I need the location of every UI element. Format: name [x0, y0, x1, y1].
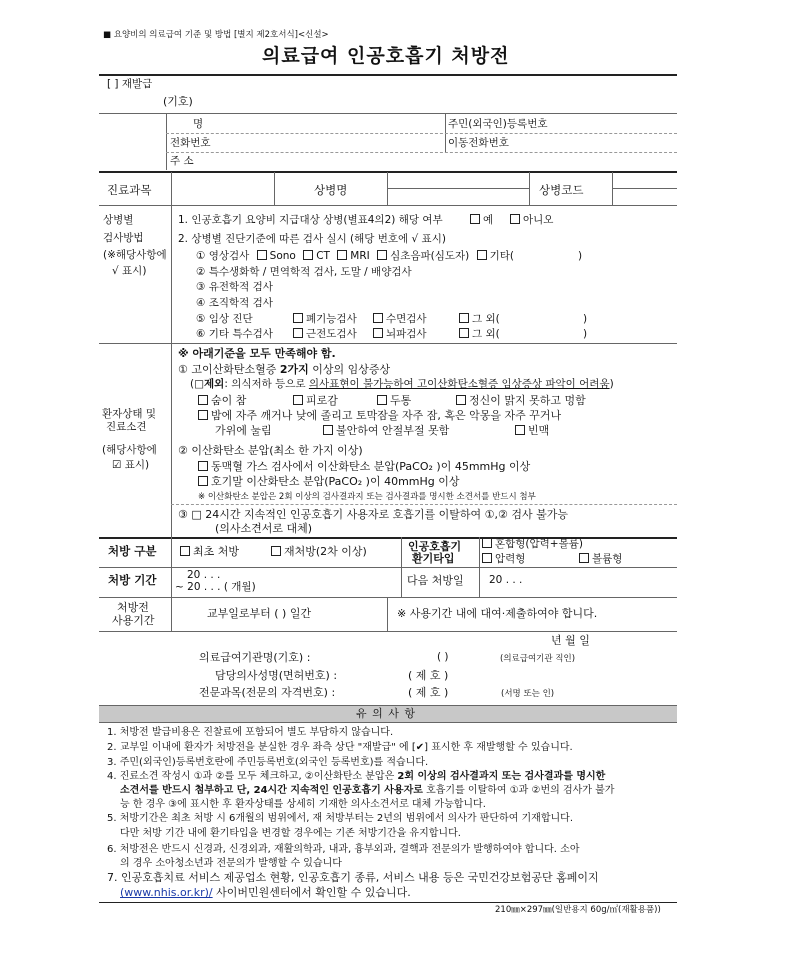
symptom-headache[interactable]: 두통 — [377, 394, 411, 407]
page-title: 의료급여 인공호흡기 처방전 — [262, 45, 510, 67]
sleep-checkbox[interactable]: 수면검사 — [373, 313, 427, 326]
symptom-tachycardia[interactable]: 빈맥 — [515, 424, 549, 437]
note-5-line1: 5. 처방기간은 최초 처방 시 6개월의 범위에서, 재 처방부터는 2년의 범위에서 의사가 판단하여 기재합니다. — [107, 813, 574, 824]
note-6-line1: 6. 처방전은 반드시 신경과, 신경외과, 재활의학과, 내과, 흉부외과, 결핵과 전문의가 발행하여야 합니다. 소아 — [107, 844, 580, 855]
sono-checkbox[interactable]: Sono — [257, 250, 296, 262]
exam-line6-label: ⑥ 기타 특수검사 — [196, 328, 273, 340]
period-to[interactable]: ~ 20 . . . ( 개월) — [175, 581, 256, 593]
doctor-name-label: 담당의사성명(면허번호) : — [215, 669, 338, 682]
co2-attachment-note: ※ 이산화탄소 분압은 2회 이상의 검사결과지 또는 검사결과를 명시한 소견서를 반드시 첨부 — [198, 492, 536, 502]
rx-period-label: 처방 기간 — [108, 573, 157, 587]
etco2-checkbox[interactable]: 호기말 이산화탄소 분압(PaCO₂ )이 40mmHg 이상 — [198, 475, 460, 488]
org-name-label: 의료급여기관명(기호) : — [199, 651, 311, 664]
line6-etc-checkbox[interactable]: 그 외( — [459, 328, 500, 341]
criterion-1-exclusion[interactable]: (□제외: 의식저하 등으로 의사표현이 불가능하여 고이산화탄소혈증 임상증상 파악이 어려움) — [190, 378, 614, 390]
pft-checkbox[interactable]: 폐기능검사 — [293, 313, 357, 326]
note-4-line1: 4. 진료소견 작성시 ①과 ②를 모두 체크하고, ②이산화탄소 분압은 2회 이상의 검사결과지 또는 검사결과를 명시한 — [107, 771, 606, 782]
criterion-3-checkbox[interactable]: ③ □ 24시간 지속적인 인공호흡기 사용자로 호흡기를 이탈하여 ①,② 검사 불가능 — [178, 508, 568, 521]
address-label: 주 소 — [170, 155, 194, 167]
symptom-confusion[interactable]: 정신이 맑지 못하고 멍함 — [456, 394, 586, 407]
exam-label-1: 상병별 — [103, 214, 134, 226]
criterion-2: ② 이산화탄소 분압(최소 한 가지 이상) — [178, 444, 363, 457]
note-5-line2: 다만 처방 기간 내에 환기타입을 변경할 경우에는 기존 처방기간을 유지합니다. — [120, 828, 461, 839]
org-seal-note: (의료급여기관 직인) — [500, 654, 576, 664]
vent-mixed-checkbox[interactable]: 혼합형(압력+볼륨) — [482, 538, 583, 551]
re-rx-checkbox[interactable]: 재처방(2차 이상) — [271, 545, 367, 558]
specialty-label: 전문과목(전문의 자격번호) : — [199, 686, 336, 699]
abga-checkbox[interactable]: 동맥혈 가스 검사에서 이산화탄소 분압(PaCO₂ )이 45mmHg 이상 — [198, 460, 530, 473]
specialty-license-field[interactable]: ( 제 호 ) — [408, 686, 449, 699]
symptom-anxiety[interactable]: 불안하여 안절부절 못함 — [323, 424, 449, 437]
line6-close-paren: ) — [583, 328, 588, 340]
q1-text: 1. 인공호흡기 요양비 지급대상 상병(별표4의2) 해당 여부 — [178, 214, 443, 226]
note-4-line3: 능 한 경우 ③에 표시한 후 환자상태를 상세히 기재한 의사소견서로 대체 가능합니다. — [120, 799, 486, 810]
q2-text: 2. 상병별 진단기준에 따른 검사 실시 (해당 번호에 √ 표시) — [178, 233, 446, 245]
issue-date[interactable]: 년 월 일 — [551, 634, 590, 647]
use-period-label-2: 사용기간 — [112, 614, 155, 627]
note-4-line2: 소견서를 반드시 첨부하고 단, 24시간 지속적인 인공호흡기 사용자로 호흡기를 이탈하여 ①과 ②번의 검사가 불가 — [120, 785, 615, 796]
criterion-1: ① 고이산화탄소혈증 2가지 이상의 임상증상 — [178, 363, 391, 376]
vent-type-label-2: 환기타입 — [412, 552, 455, 565]
note-7-line1: 7. 인공호흡치료 서비스 제공업소 현황, 인공호흡기 종류, 서비스 내용 등은 국민건강보험공단 홈페이지 — [107, 871, 599, 884]
org-code-label: (기호) — [163, 95, 193, 108]
exam-line4: ④ 조직학적 검사 — [196, 297, 273, 309]
vent-volume-checkbox[interactable]: 볼륨형 — [579, 553, 622, 566]
exam-label-4: √ 표시) — [112, 265, 147, 277]
paper-spec: 210㎜×297㎜(일반용지 60g/㎡(재활용품)) — [495, 905, 661, 915]
note-7-line2: (www.nhis.or.kr)/ 사이버민원센터에서 확인할 수 있습니다. — [120, 886, 411, 899]
vent-pressure-checkbox[interactable]: 압력형 — [482, 553, 525, 566]
dept-label: 진료과목 — [107, 183, 152, 197]
next-rx-label: 다음 처방일 — [407, 574, 464, 587]
reissue-checkbox[interactable]: [ ] 재발급 — [107, 78, 153, 90]
criterion-3-note: (의사소견서로 대체) — [215, 522, 313, 535]
condition-label-3: (해당사항에 — [102, 444, 157, 456]
q1-no-checkbox[interactable]: 아니오 — [510, 214, 553, 227]
use-period-note: ※ 사용기간 내에 대여·제출하여야 합니다. — [397, 607, 598, 620]
phone-label: 전화번호 — [170, 137, 211, 149]
symptom-sleep-cont: 가위에 눌림 — [215, 424, 272, 437]
ct-checkbox[interactable]: CT — [303, 250, 330, 262]
eeg-checkbox[interactable]: 뇌파검사 — [373, 328, 427, 341]
code-label: 상병코드 — [539, 183, 584, 197]
note-2: 2. 교부일 이내에 환자가 처방전을 분실한 경우 좌측 상단 "재발급" 에 [✔] 표시한 후 재발행할 수 있습니다. — [107, 742, 573, 753]
exam-line1: ① 영상검사 Sono CT MRI 심초음파(심도자) 기타( — [196, 250, 515, 262]
mri-checkbox[interactable]: MRI — [337, 250, 369, 262]
period-from[interactable]: 20 . . . — [187, 569, 221, 581]
vent-type-label-1: 인공호흡기 — [408, 540, 462, 553]
exam-label-2: 검사방법 — [103, 232, 144, 244]
top-border — [99, 74, 677, 76]
exam-label-3: (※해당사항에 — [103, 249, 167, 261]
criteria-header: ※ 아래기준을 모두 만족해야 함. — [178, 347, 336, 360]
exam-line5-label: ⑤ 임상 진단 — [196, 313, 253, 325]
form-reference-note: ■ 요양비의 의료급여 기준 및 방법 [별지 제2호서식]<신설> — [103, 30, 329, 40]
use-period-value[interactable]: 교부일로부터 ( ) 일간 — [207, 607, 312, 620]
first-rx-checkbox[interactable]: 최초 처방 — [180, 545, 239, 558]
echo-checkbox[interactable]: 심초음파(심도자) — [377, 250, 469, 262]
condition-label-1: 환자상태 및 — [102, 408, 157, 420]
symptom-fatigue[interactable]: 피로감 — [293, 394, 338, 407]
patient-id-label: 주민(외국인)등록번호 — [448, 118, 548, 130]
q1-yes-checkbox[interactable]: 예 — [470, 214, 493, 227]
symptom-sleep[interactable]: 밤에 자주 깨거나 낮에 졸리고 토막잠을 자주 잠, 혹은 악몽을 자주 꾸거나 — [198, 409, 561, 422]
line5-etc-checkbox[interactable]: 그 외( — [459, 313, 500, 326]
notes-header: 유 의 사 항 — [356, 707, 416, 720]
exam-line2: ② 특수생화학 / 면역학적 검사, 도말 / 배양검사 — [196, 266, 412, 278]
condition-label-2: 진료소견 — [106, 421, 147, 433]
nhis-link[interactable]: (www.nhis.or.kr)/ — [120, 886, 213, 899]
exam-line3: ③ 유전학적 검사 — [196, 281, 273, 293]
etc-close-paren: ) — [578, 250, 583, 262]
next-rx-date[interactable]: 20 . . . — [489, 574, 523, 586]
rx-type-label: 처방 구분 — [108, 544, 157, 558]
etc-checkbox[interactable]: 기타( — [477, 250, 514, 262]
note-6-line2: 의 경우 소아청소년과 전문의가 발행할 수 있습니다 — [120, 858, 342, 869]
line5-close-paren: ) — [583, 313, 588, 325]
note-1: 1. 처방전 발급비용은 진찰료에 포함되어 별도 부담하지 않습니다. — [107, 727, 394, 738]
use-period-label-1: 처방전 — [117, 601, 149, 614]
note-3: 3. 주민(외국인)등록번호란에 주민등록번호(외국인 등록번호)를 적습니다. — [107, 757, 429, 768]
symptom-dyspnea[interactable]: 숨이 참 — [198, 394, 246, 407]
doctor-license-field[interactable]: ( 제 호 ) — [408, 669, 449, 682]
signature-note: (서명 또는 인) — [501, 689, 555, 699]
mobile-label: 이동전화번호 — [448, 137, 509, 149]
org-name-field[interactable]: ( ) — [437, 651, 449, 663]
emg-checkbox[interactable]: 근전도검사 — [293, 328, 357, 341]
patient-name-label: 명 — [193, 118, 204, 130]
condition-label-4: ☑ 표시) — [112, 459, 150, 471]
disease-label: 상병명 — [314, 183, 348, 197]
